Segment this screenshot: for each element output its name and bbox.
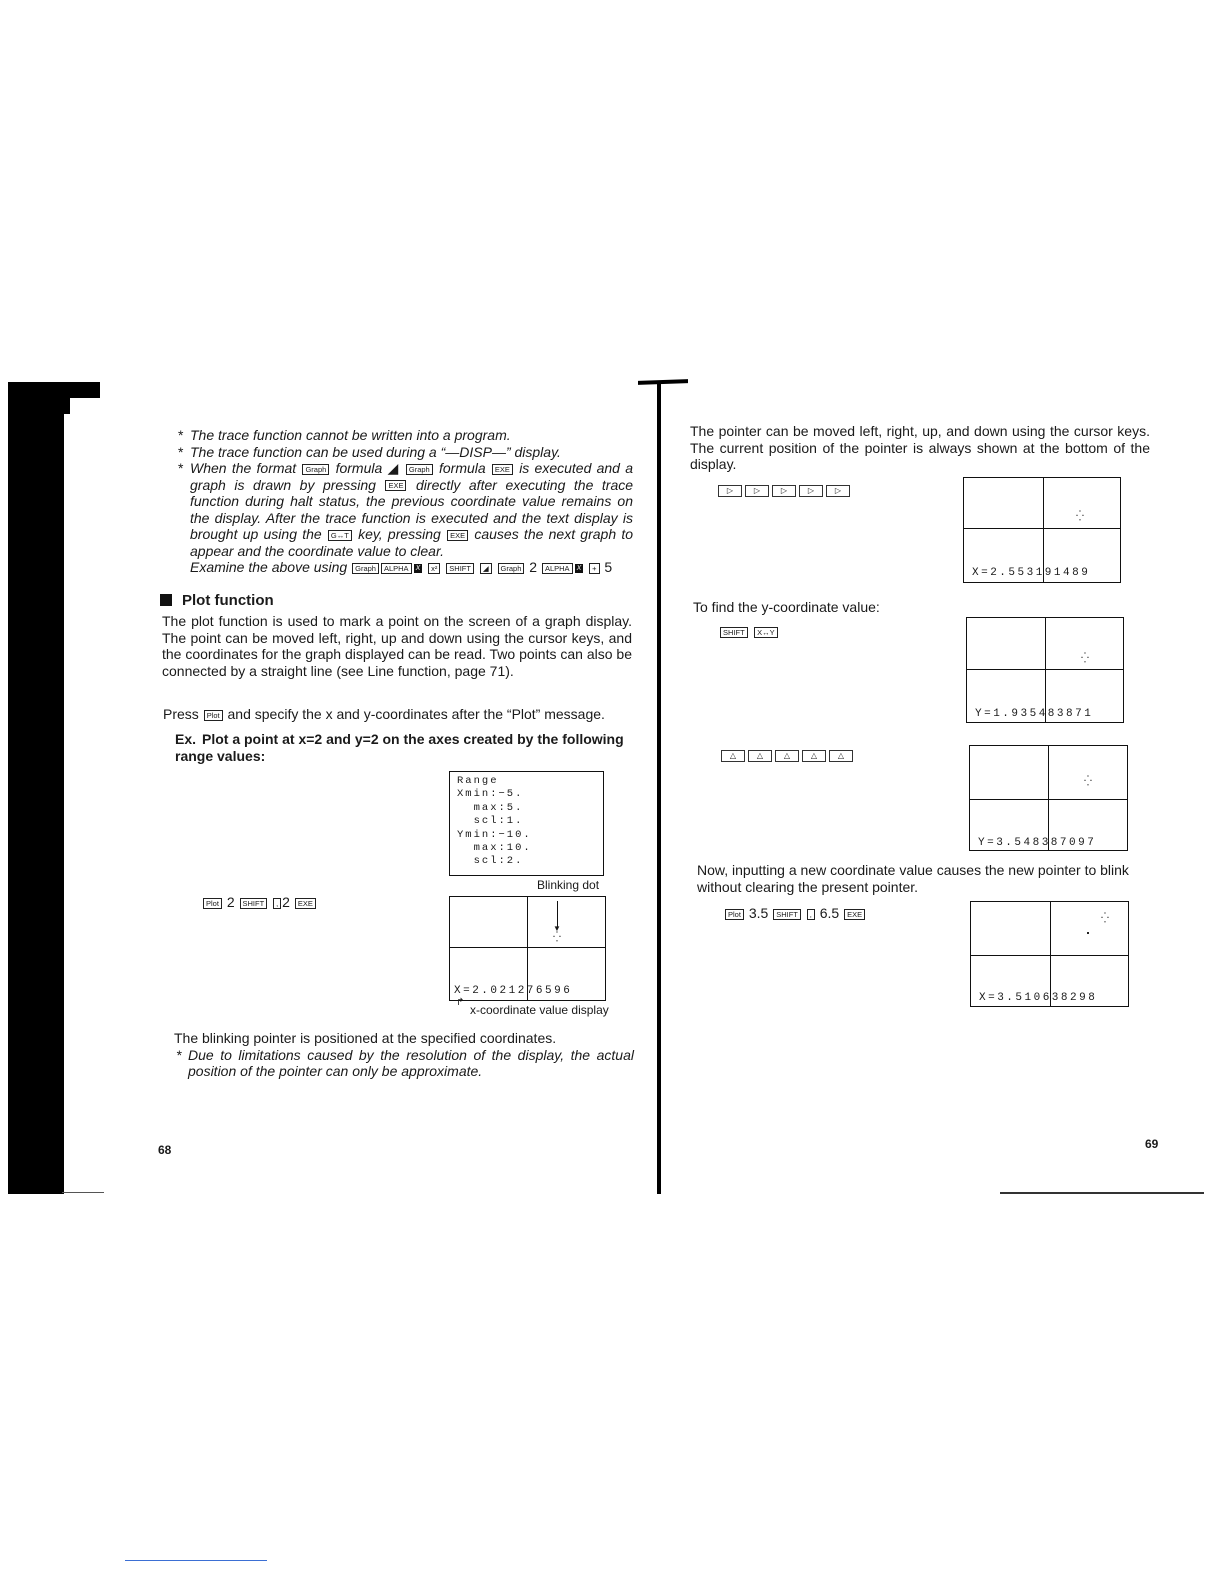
book-binding-top xyxy=(64,382,100,398)
graph-screen-3 xyxy=(966,617,1124,723)
xy-key-sequence xyxy=(719,624,779,642)
graph-key: Graph xyxy=(406,464,433,475)
example-heading: Ex. Plot a point at x=2 and y=2 on the axes created by the following range values: xyxy=(175,731,624,764)
trace-triangle-icon: ◢ xyxy=(387,460,400,476)
graph-screen-5 xyxy=(970,901,1129,1007)
arrow-up-icon: ↱ xyxy=(456,997,465,1008)
x-y-swap-key: X↔Y xyxy=(754,627,778,638)
coordinate-readout: Y=3.548387097 xyxy=(978,837,1097,849)
cursor-up-key: △ xyxy=(721,750,745,762)
page-number-right: 69 xyxy=(1145,1137,1159,1151)
cursor-right-key: ▷ xyxy=(772,485,796,497)
plot-key-sequence: Plot 2 SHIFT , 2 EXE xyxy=(202,894,317,910)
press-instruction: Press Plot and specify the x and y-coordinates after the “Plot” message. xyxy=(163,706,605,722)
page-spine-top xyxy=(638,379,688,385)
old-pointer-dot-icon xyxy=(1087,932,1089,934)
trace-notes: * The trace function cannot be written into a program. * The trace function can be used during a “—DISP—” display. * When the format Graph formula ◢ Graph formula EXE is executed and a graph is drawn by pressing EXE directly after executing the trace function during halt status, the previous coordinate value remains on the display. After the trace function is executed and the text display is brought up using the G↔T key, pressing EXE causes the next graph to appear and the coordinate value to clear. Examine the above using Graph ALPHA X x² SHIFT ◢ Graph 2 ALPHA X + 5 xyxy=(178,427,634,575)
trace-key: ◢ xyxy=(480,563,492,574)
cursor-up-key: △ xyxy=(829,750,853,762)
x-coordinate-caption: ↱ x-coordinate value display xyxy=(456,997,609,1017)
graph-screen-4 xyxy=(969,745,1128,851)
bottom-rule xyxy=(1000,1192,1204,1194)
plot-description: The plot function is used to mark a point on the screen of a graph display. The point can be moved left, right, up and down using the cursor keys, and the coordinates for the graph displayed can be read. Two points can also be connected by a straight line (see Line function, page 71). xyxy=(162,613,632,679)
shift-key: SHIFT xyxy=(446,563,474,574)
conclusion: The blinking pointer is positioned at the specified coordinates. * Due to limitations caused by the resolution of the display, the actual position of the pointer can only be approximate. xyxy=(174,1030,634,1079)
cursor-right-key: ▷ xyxy=(745,485,769,497)
new-pointer-dot-icon: ⁛ xyxy=(1101,913,1109,924)
y-axis xyxy=(1048,746,1049,850)
up-arrow-sequence xyxy=(721,747,856,765)
page-spine xyxy=(657,384,661,1194)
pointer-intro: The pointer can be moved left, right, up, and down using the cursor keys. The current position of the pointer is always shown at the bottom of the display. xyxy=(690,423,1150,472)
exe-key: EXE xyxy=(492,464,513,475)
graph-screen-1 xyxy=(449,896,606,1001)
shift-key: SHIFT xyxy=(720,627,748,638)
book-binding-notch xyxy=(60,398,70,414)
plot-key: Plot xyxy=(203,898,222,909)
exe-key: EXE xyxy=(295,898,316,909)
exe-key: EXE xyxy=(385,480,406,491)
alpha-key: ALPHA xyxy=(542,563,573,574)
x-squared-key: x² xyxy=(428,563,440,574)
y-axis xyxy=(1045,618,1046,722)
coordinate-readout: X=2.553191489 xyxy=(972,567,1091,579)
cursor-up-key: △ xyxy=(802,750,826,762)
plus-key: + xyxy=(589,563,599,574)
new-pointer-text: Now, inputting a new coordinate value causes the new pointer to blink without clearing the present pointer. xyxy=(697,862,1129,895)
shift-key: SHIFT xyxy=(240,898,268,909)
graph-key: Graph xyxy=(352,563,379,574)
pointer-dot-icon: ⁛ xyxy=(1081,653,1089,664)
coordinate-readout: Y=1.935483871 xyxy=(975,708,1094,720)
exe-key: EXE xyxy=(447,530,468,541)
x-key: X xyxy=(415,564,421,572)
plot-key-sequence-2: Plot 3.5 SHIFT , 6.5 EXE xyxy=(724,905,866,921)
blinking-dot-icon: ⁛ xyxy=(553,932,561,943)
coordinate-readout: X=3.510638298 xyxy=(979,992,1098,1004)
cursor-up-key: △ xyxy=(775,750,799,762)
page-number-left: 68 xyxy=(158,1143,172,1157)
plot-key: Plot xyxy=(725,909,744,920)
graph-key: Graph xyxy=(498,563,525,574)
book-binding xyxy=(8,382,64,1194)
pointer-dot-icon: ⁛ xyxy=(1084,776,1092,787)
note-2: The trace function can be used during a “—DISP—” display. xyxy=(190,443,561,460)
cursor-up-key: △ xyxy=(748,750,772,762)
blinking-dot-label: Blinking dot xyxy=(537,878,600,892)
range-screen: Range Xmin:−5. max:5. scl:1. Ymin:−10. max:10. scl:2. xyxy=(449,771,604,876)
y-find-label: To find the y-coordinate value: xyxy=(693,599,880,615)
comma-key: , xyxy=(807,909,815,920)
right-arrow-sequence xyxy=(718,482,853,500)
bottom-rule-left xyxy=(62,1192,104,1193)
plot-key: Plot xyxy=(204,710,223,721)
square-bullet-icon xyxy=(160,594,172,606)
comma-key: , xyxy=(273,898,281,909)
y-axis xyxy=(1050,902,1051,1006)
x-key: X xyxy=(576,564,582,572)
section-heading: Plot function xyxy=(160,592,274,609)
pointer-dot-icon: ⁛ xyxy=(1076,511,1084,522)
cursor-right-key: ▷ xyxy=(799,485,823,497)
exe-key: EXE xyxy=(844,909,865,920)
note-1: The trace function cannot be written into a program. xyxy=(190,427,511,443)
g-t-key: G↔T xyxy=(328,530,352,541)
coordinate-readout: X=2.021276596 xyxy=(454,985,573,997)
examine-line: Examine the above using Graph ALPHA X x² SHIFT ◢ Graph 2 ALPHA X + 5 xyxy=(190,559,613,575)
x-axis xyxy=(964,528,1120,529)
cursor-right-key: ▷ xyxy=(826,485,850,497)
graph-screen-2 xyxy=(963,477,1121,583)
alpha-key: ALPHA xyxy=(381,563,412,574)
shift-key: SHIFT xyxy=(773,909,801,920)
arrow-down-icon: ▼ xyxy=(553,924,561,933)
link-underline xyxy=(125,1560,267,1561)
cursor-right-key: ▷ xyxy=(718,485,742,497)
graph-key: Graph xyxy=(302,464,329,475)
